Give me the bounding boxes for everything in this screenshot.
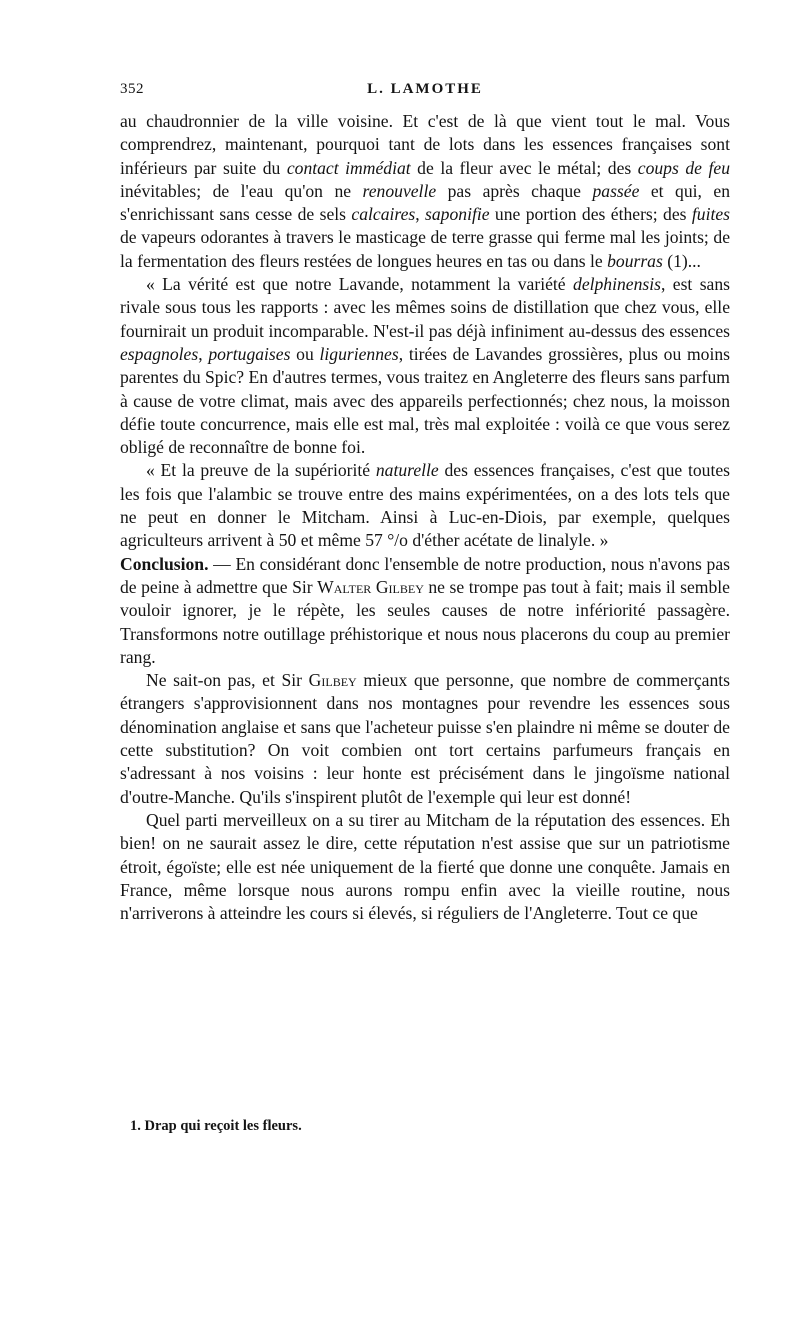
page-number: 352 — [120, 81, 144, 97]
footnote-text: Drap qui reçoit les fleurs. — [144, 1118, 302, 1134]
paragraph-3: « Et la preuve de la supériorité naturelle des essences françaises, c'est que toutes les fois que l'alambic se trouve entre des mains expérimentées, on a des lots tels que ne peut en donner le Mitcham. Ainsi à Luc-en-Diois, par exemple, quelques agriculteurs arrivent à 50 et même 57 °/o d'éther acétate de linalyle. » — [120, 460, 730, 551]
paragraph-conclusion: Conclusion. — En considérant donc l'ensemble de notre production, nous n'avons pas de peine à admettre que Sir Walter Gilbey ne se trompe pas tout à fait; mais il semble vouloir ignorer, je le répète, les seules causes de notre infériorité passagère. Transformons notre outillage préhistorique et nous nous placerons du coup au premier rang. — [120, 553, 730, 667]
footnote-reference[interactable]: (1) — [667, 250, 688, 271]
footnote-marker: 1. — [130, 1118, 141, 1134]
paragraph-2: « La vérité est que notre Lavande, notamment la variété delphinensis, est sans rivale sous tous les rapports : avec les mêmes soins de distillation que chez vous, elle fournirait un produit incomparable. N'est-il pas déjà infiniment au-dessus des essences espagnoles, portugaises ou liguriennes, tirées de Lavandes grossières, plus ou moins parentes du Spic? En d'autres termes, vous traitez en Angleterre des fleurs sans parfum à cause de votre climat, mais avec des appareils perfectionnés; chez nous, la moisson défie toute concurrence, mais elle est mal, très mal exploitée : voilà ce que vous serez obligé de reconnaître de bonne foi. — [120, 274, 731, 458]
person-name: Gilbey — [308, 670, 357, 691]
book-page — [120, 76, 730, 925]
paragraph-5: Ne sait-on pas, et Sir Gilbey mieux que personne, que nombre de commerçants étrangers s'approvisionnent dans nos montagnes pour revendre les essences sous dénomination anglaise et sans que l'acheteur puisse s'en plaindre ni même se douter de cette substitution? On voit combien ont tort certains parfumeurs français en s'adressant à nos voisins : leur honte est précisément dans le jingoïsme national d'outre-Manche. Qu'ils s'inspirent plutôt de l'exemple qui leur est donné! — [120, 670, 730, 807]
person-name: Walter Gilbey — [317, 576, 424, 597]
paragraph-1: au chaudronnier de la ville voisine. Et c'est de là que vient tout le mal. Vous comprendrez, maintenant, pourquoi tant de lots dans les essences françaises sont inférieurs par suite du contact immédiat de la fleur avec le métal; des coups de feu inévitables; de l'eau qu'on ne renouvelle pas après chaque passée et qui, en s'enrichissant sans cesse de sels calcaires, saponifie une portion des éthers; des fuites de vapeurs odorantes à travers le masticage de terre grasse qui ferme mal les joints; de la fermentation des fleurs restées de longues heures en tas ou dans le bourras (1)... — [120, 111, 731, 271]
section-heading: Conclusion. — [120, 553, 209, 574]
paragraph-6: Quel parti merveilleux on a su tirer au Mitcham de la réputation des essences. Eh bien! on ne saurait assez le dire, cette réputation n'est assise que sur un patriotisme étroit, égoïste; elle est née uniquement de la fierté que donne une conquête. Jamais en France, même lorsque nous aurons rompu enfin avec la vieille routine, nous n'arriverons à atteindre les cours si élevés, si réguliers de l'Angleterre. Tout ce que — [120, 809, 730, 924]
running-title: L. LAMOTHE — [367, 81, 483, 97]
page-header — [120, 76, 730, 110]
footnote — [130, 1118, 730, 1135]
